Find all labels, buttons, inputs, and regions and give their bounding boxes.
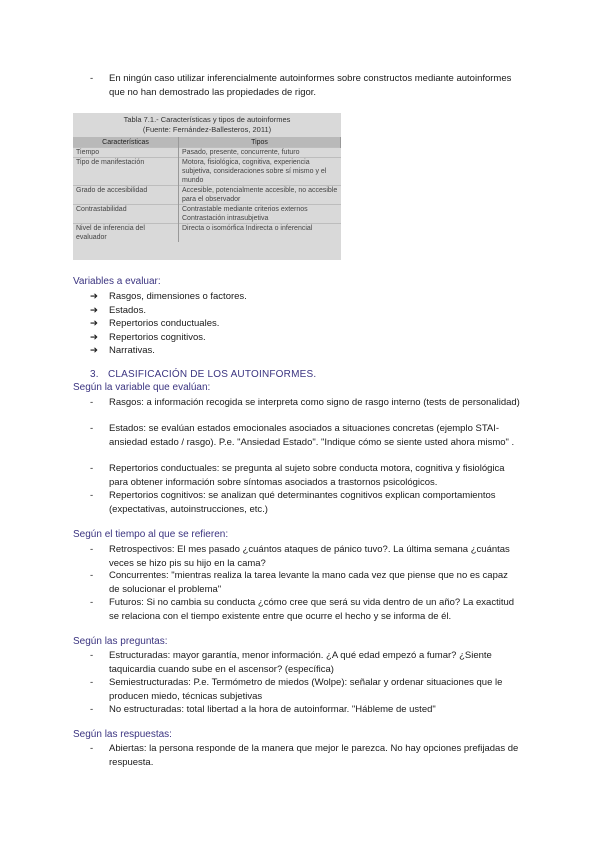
table-cell: Accesible, potencialmente accesible, no accesible para el observador bbox=[179, 186, 341, 205]
por-preguntas-heading: Según las preguntas: bbox=[73, 636, 168, 647]
list-item: - Abiertas: la persona responde de la manera que mejor le parezca. No hay opciones prefijadas de respuesta. bbox=[90, 743, 519, 768]
list-item: ➔ Repertorios cognitivos. bbox=[90, 331, 206, 343]
table-source: (Fuente: Fernández-Ballesteros, 2011) bbox=[142, 125, 272, 134]
table-row bbox=[73, 186, 341, 205]
dash-marker: - bbox=[90, 423, 94, 434]
table-cell: Contrastable mediante criterios externos Contrastación intrasubjetiva bbox=[179, 205, 341, 224]
intro-bullet bbox=[90, 72, 520, 100]
list-item: - Estados: se evalúan estados emocionales asociados a situaciones concretas (ejemplo STAI-ansiedad estado / rasgo). P.e. "Ansiedad Estado". "Indique cómo se siente usted ahora mismo" . bbox=[90, 423, 515, 448]
por-tiempo-heading: Según el tiempo al que se refieren: bbox=[73, 529, 229, 540]
arrow-icon: ➔ bbox=[90, 291, 98, 302]
table-row bbox=[73, 224, 341, 243]
table-row bbox=[73, 148, 341, 158]
arrow-icon: ➔ bbox=[90, 304, 98, 316]
dash-marker: - bbox=[90, 463, 94, 474]
table-cell: Nivel de inferencia del evaluador bbox=[73, 224, 179, 243]
table-cell: Directa o isomórfica Indirecta o inferencial bbox=[179, 224, 341, 243]
list-item: - Retrospectivos: El mes pasado ¿cuántos ataques de pánico tuvo?. La última semana ¿cuántas veces se hizo pis su hijo en la cama? bbox=[90, 544, 510, 569]
list-item: ➔ Rasgos, dimensiones o factores. bbox=[90, 291, 247, 302]
por-variable-heading: Según la variable que evalúan: bbox=[73, 382, 211, 393]
list-item: - Estructuradas: mayor garantía, menor información. ¿A qué edad empezó a fumar? ¿Siente taquicardia cuando sube en el ascensor? (específica) bbox=[90, 650, 492, 675]
dash-marker: - bbox=[90, 677, 94, 688]
table-cell: Contrastabilidad bbox=[73, 205, 179, 224]
table-row bbox=[73, 158, 341, 186]
dash-marker: - bbox=[90, 73, 94, 84]
table-header: Tipos bbox=[179, 137, 341, 148]
list-item: ➔ Narrativas. bbox=[90, 345, 155, 356]
list-item: - Futuros: Si no cambia su conducta ¿cómo cree que será su vida dentro de un año? La exactitud se relaciona con el tiempo existente entre que ocurre el hecho y se informa de él. bbox=[90, 597, 515, 622]
list-item: ➔ Repertorios conductuales. bbox=[90, 318, 220, 329]
list-item: - Concurrentes: "mientras realiza la tarea levante la mano cada vez que piense que no es capaz de solucionar el problema" bbox=[90, 570, 508, 595]
table-cell: Grado de accesibilidad bbox=[73, 186, 179, 205]
table-row bbox=[73, 205, 341, 224]
dash-marker: - bbox=[90, 597, 94, 608]
table-cell: Tipo de manifestación bbox=[73, 158, 179, 186]
list-item: - Rasgos: a información recogida se interpreta como signo de rasgo interno (tests de personalidad) bbox=[90, 397, 520, 408]
por-respuestas-heading: Según las respuestas: bbox=[73, 729, 172, 740]
variables-list bbox=[90, 290, 247, 358]
arrow-icon: ➔ bbox=[90, 331, 98, 343]
list-item: - Repertorios cognitivos: se analizan qué determinantes cognitivos explican comportamientos (expectativas, autoinstrucciones, etc.) bbox=[90, 490, 496, 515]
intro-bullet-text: En ningún caso utilizar inferencialmente autoinformes sobre constructos mediante autoinformes que no han demostrado las propiedades de rigor. bbox=[109, 73, 512, 98]
section-3-title bbox=[90, 369, 316, 380]
list-item: - No estructuradas: total libertad a la hora de autoinformar. "Hábleme de usted" bbox=[90, 704, 436, 715]
table-header: Características bbox=[73, 137, 179, 148]
arrow-icon: ➔ bbox=[90, 318, 98, 329]
variables-heading: Variables a evaluar: bbox=[73, 276, 161, 287]
table-cell: Tiempo bbox=[73, 148, 179, 158]
table-cell: Pasado, presente, concurrente, futuro bbox=[179, 148, 341, 158]
dash-marker: - bbox=[90, 570, 94, 581]
table-image bbox=[73, 113, 341, 260]
arrow-icon: ➔ bbox=[90, 345, 98, 356]
section-title: CLASIFICACIÓN DE LOS AUTOINFORMES. bbox=[108, 369, 317, 380]
dash-marker: - bbox=[90, 650, 94, 661]
table-title: Tabla 7.1.- Características y tipos de autoinformes bbox=[123, 115, 291, 124]
dash-marker: - bbox=[90, 704, 94, 715]
characteristics-table bbox=[73, 137, 341, 242]
table-cell: Motora, fisiológica, cognitiva, experiencia subjetiva, consideraciones sobre sí mismo y el mundo bbox=[179, 158, 341, 186]
list-item: - Repertorios conductuales: se pregunta al sujeto sobre conducta motora, cognitiva y fisiológica para obtener información sobre síntomas asociados a trastornos psicológicos. bbox=[90, 463, 505, 488]
dash-marker: - bbox=[90, 490, 94, 501]
dash-marker: - bbox=[90, 544, 94, 555]
dash-marker: - bbox=[90, 743, 94, 754]
list-item: ➔ Estados. bbox=[90, 304, 146, 316]
dash-marker: - bbox=[90, 397, 94, 408]
list-item: - Semiestructuradas: P.e. Termómetro de miedos (Wolpe): señalar y ordenar situaciones que le producen miedo, técnicas subjetivas bbox=[90, 677, 503, 702]
section-number: 3. bbox=[90, 369, 99, 380]
